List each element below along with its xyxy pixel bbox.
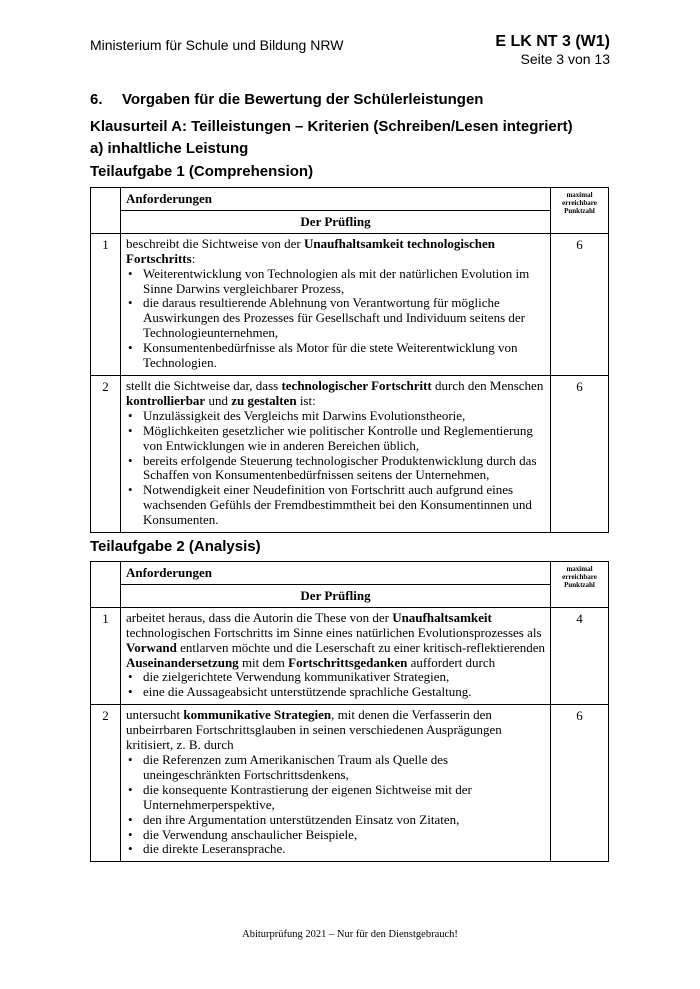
row-points: 6 [551, 705, 609, 862]
row-content [121, 233, 551, 375]
list-item: • die konsequente Kontrastierung der eigenen Sichtweise mit der Unternehmerperspektive, [128, 781, 472, 812]
section-number: 6. [90, 91, 103, 108]
table-row [91, 375, 609, 532]
bullet-icon: • [128, 669, 133, 685]
bullet-list [126, 670, 546, 700]
part-title: Klausurteil A: Teilleistungen – Kriterien (Schreiben/Lesen integriert) [90, 118, 573, 135]
list-item: • Möglichkeiten gesetzlicher wie politischer Kontrolle und Reglementierung von Entwicklungen wie in anderen Bereichen üblich, [128, 422, 533, 453]
bullet-icon: • [128, 781, 133, 797]
bullet-list [126, 409, 546, 528]
sub-title: a) inhaltliche Leistung [90, 140, 249, 157]
row-content [121, 375, 551, 532]
key-term: kontrollierbar [126, 392, 206, 408]
bullet-icon: • [128, 482, 133, 498]
header-blank-cell [91, 562, 121, 608]
task2-title: Teilaufgabe 2 (Analysis) [90, 538, 261, 555]
task1-title: Teilaufgabe 1 (Comprehension) [90, 163, 314, 180]
requirements-header: Anforderungen [121, 188, 551, 211]
table-row [91, 607, 609, 704]
row-number: 2 [91, 705, 121, 862]
key-term: Auseinandersetzung [126, 654, 239, 670]
list-item: • den ihre Argumentation unterstützenden Einsatz von Zitaten, [128, 811, 460, 827]
list-item: • bereits erfolgende Steuerung technologischer Produktenwicklung durch das Schaffen von Konsumentenbedürfnissen seitens der Unternehmen, [128, 452, 537, 483]
list-item: • die Referenzen zum Amerikanischen Traum als Quelle des uneingeschränkten Fortschrittsdenkens, [128, 751, 449, 782]
key-term: zu gestalten [231, 392, 297, 408]
list-item: • die Verwendung anschaulicher Beispiele, [128, 826, 358, 842]
page-footer: Abiturprüfung 2021 – Nur für den Dienstgebrauch! [242, 929, 458, 940]
table-subheader-row [91, 210, 609, 233]
table-subheader-row [91, 584, 609, 607]
list-item: • die direkte Leseransprache. [128, 841, 286, 857]
max-points-header: maximal erreichbare Punktzahl [551, 562, 609, 608]
header-blank-cell [91, 188, 121, 234]
bullet-icon: • [128, 684, 133, 700]
key-term: Unaufhaltsamkeit [392, 609, 492, 625]
section-title: Vorgaben für die Bewertung der Schülerleistungen [122, 91, 484, 108]
list-item: • die zielgerichtete Verwendung kommunikativer Strategien, [128, 669, 450, 685]
candidate-header: Der Prüfling [121, 584, 551, 607]
table-row [91, 233, 609, 375]
bullet-icon: • [128, 811, 133, 827]
ministry-name: Ministerium für Schule und Bildung NRW [90, 37, 344, 53]
key-term: technologischer Fortschritt [281, 377, 432, 393]
candidate-header: Der Prüfling [121, 210, 551, 233]
bullet-icon: • [128, 826, 133, 842]
bullet-icon: • [128, 841, 133, 857]
bullet-icon: • [128, 265, 133, 281]
bullet-list [126, 753, 546, 857]
list-item: • Weiterentwicklung von Technologien als mit der natürlichen Evolution im Sinne Darwins vergleichbarer Prozess, [128, 265, 530, 296]
table-header-row [91, 562, 609, 585]
bullet-icon: • [128, 751, 133, 767]
row-number: 2 [91, 375, 121, 532]
bullet-icon: • [128, 452, 133, 468]
max-points-header: maximal erreichbare Punktzahl [551, 188, 609, 234]
list-item: • Notwendigkeit einer Neudefinition von Fortschritt auch aufgrund eines wachsenden Gefühls der Fremdbestimmtheit bei den Konsumentinnen und Konsumenten. [128, 482, 532, 528]
row-content [121, 607, 551, 704]
list-item: • Unzulässigkeit des Vergleichs mit Darwins Evolutionstheorie, [128, 407, 466, 423]
document-code: E LK NT 3 (W1) [495, 33, 610, 50]
row-number: 1 [91, 607, 121, 704]
table-header-row [91, 188, 609, 211]
requirements-header: Anforderungen [121, 562, 551, 585]
row-points: 6 [551, 375, 609, 532]
row-number: 1 [91, 233, 121, 375]
document-code-block [495, 33, 610, 67]
row-points: 4 [551, 607, 609, 704]
list-item: • Konsumentenbedürfnisse als Motor für die stete Weiterentwicklung von Technologien. [128, 340, 518, 371]
bullet-list [126, 267, 546, 371]
table-row [91, 705, 609, 862]
page-number: Seite 3 von 13 [520, 51, 610, 67]
key-term: Fortschrittsgedanken [288, 654, 408, 670]
list-item: • eine die Aussageabsicht unterstützende sprachliche Gestaltung. [128, 684, 472, 700]
key-term: Unaufhaltsamkeit technologischen Fortschritts [126, 235, 496, 266]
row-intro: stellt die Sichtweise dar, dass technologischer Fortschritt durch den Menschen kontrollierbar und zu gestalten ist: [126, 377, 544, 408]
bullet-icon: • [128, 340, 133, 356]
bullet-icon: • [128, 295, 133, 311]
key-term: kommunikative Strategien [183, 707, 332, 723]
bullet-icon: • [128, 422, 133, 438]
row-intro: untersucht kommunikative Strategien, mit denen die Verfasserin den unbeirrbaren Fortschrittsglauben in seinen verschiedenen Ausprägungen kritisiert, z. B. durch [126, 707, 502, 753]
list-item: • die daraus resultierende Ablehnung von Verantwortung für mögliche Auswirkungen des Prozesses für Gesellschaft und Individuum seitens der Technologieunternehmen, [128, 295, 525, 341]
section-heading [90, 91, 483, 108]
row-content [121, 705, 551, 862]
key-term: Vorwand [126, 639, 177, 655]
bullet-icon: • [128, 407, 133, 423]
row-intro: arbeitet heraus, dass die Autorin die These von der Unaufhaltsamkeit technologischen Fortschritts im Sinne eines natürlichen Evolutionsprozesses als Vorwand entlarven möchte und die Leserschaft zu einer kritisch-reflektierenden Auseinandersetzung mit dem Fortschrittsgedanken auffordert durch [126, 609, 545, 670]
row-intro: beschreibt die Sichtweise von der Unaufhaltsamkeit technologischen Fortschritts: [126, 235, 496, 266]
task2-table [90, 561, 609, 862]
row-points: 6 [551, 233, 609, 375]
task1-table [90, 187, 609, 533]
